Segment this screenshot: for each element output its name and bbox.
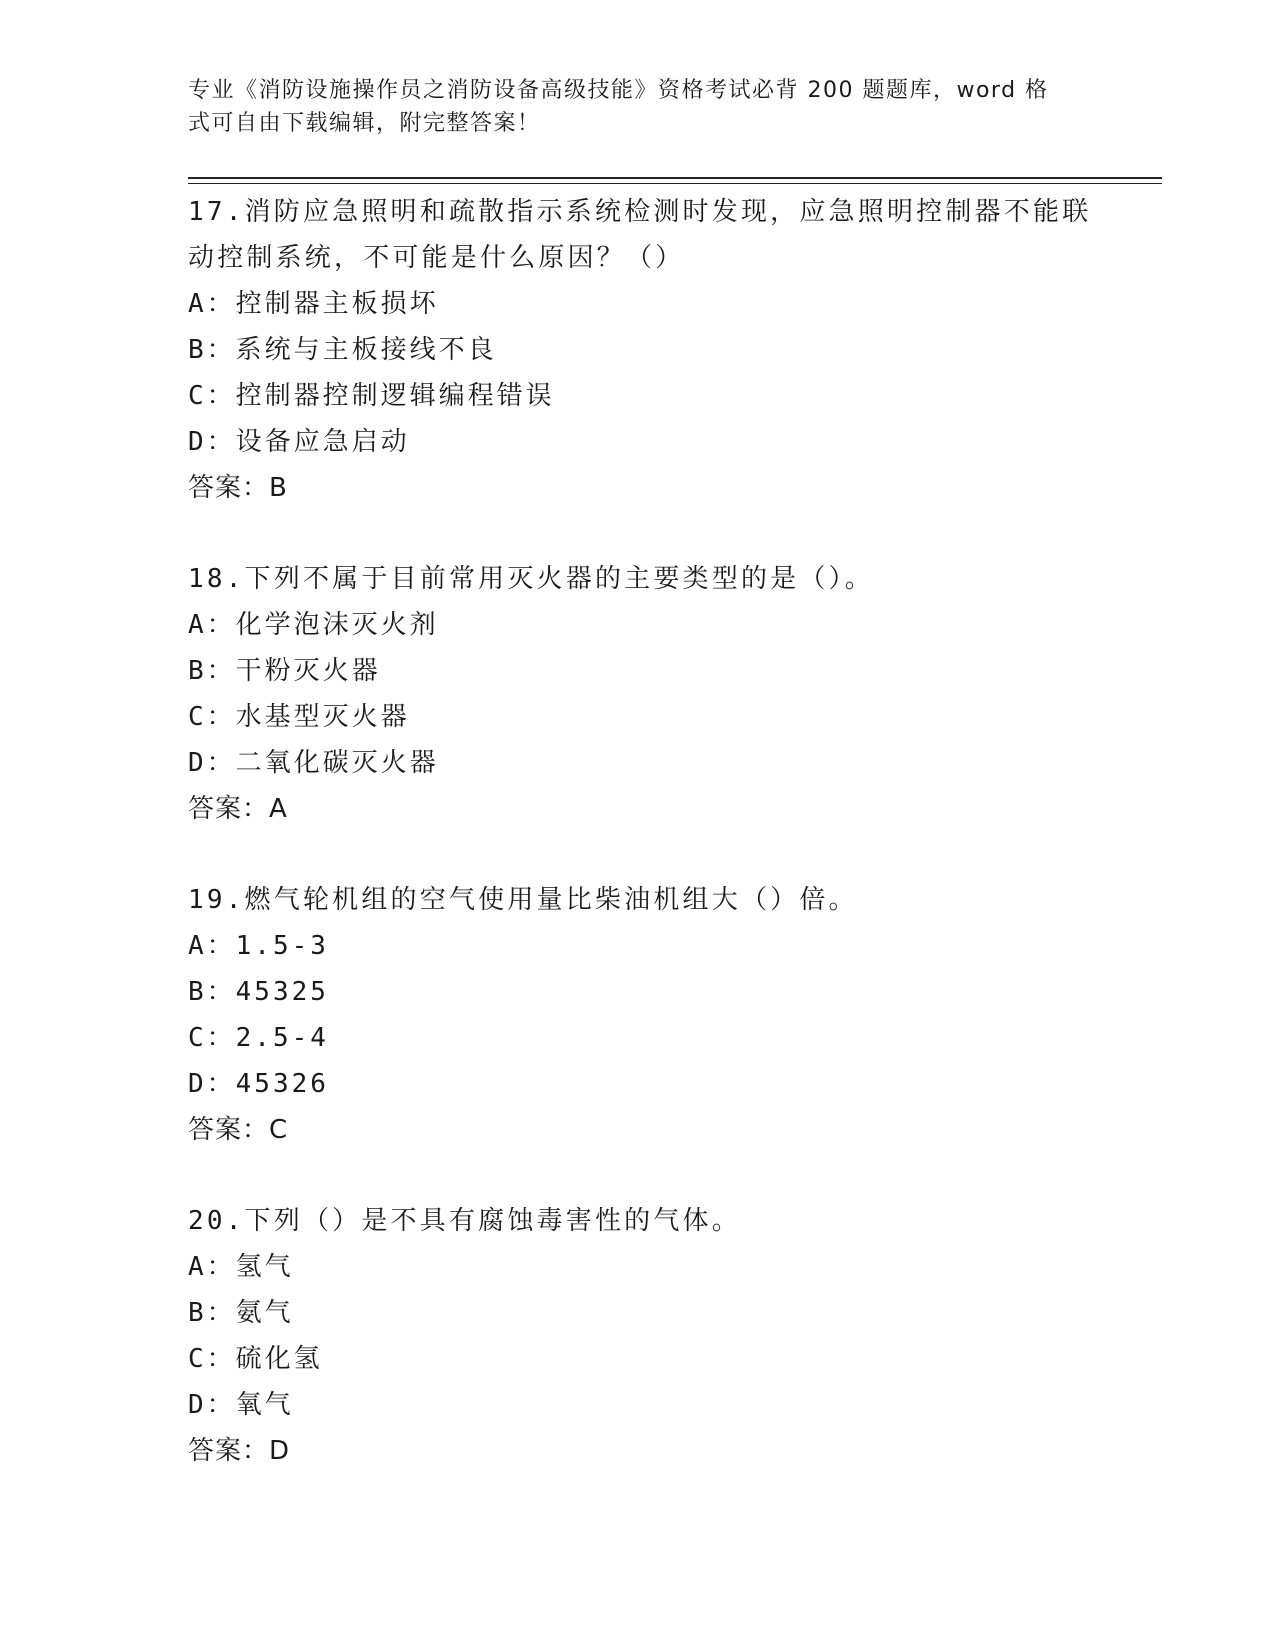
option-d: D：设备应急启动 (188, 427, 410, 457)
question-list (188, 189, 1092, 1474)
option-a: A：控制器主板损坏 (188, 289, 439, 319)
header-divider-thin (188, 183, 1162, 184)
option-c: C：水基型灭火器 (188, 702, 410, 732)
question-17 (188, 189, 1092, 511)
option-b: B：氨气 (188, 1298, 294, 1328)
option-a: A：化学泡沫灭火剂 (188, 610, 439, 640)
header-divider (188, 177, 1162, 179)
option-b: B：系统与主板接线不良 (188, 335, 497, 365)
question-stem: 20.下列（）是不具有腐蚀毒害性的气体。 (188, 1206, 741, 1236)
answer: 答案：D (188, 1436, 291, 1466)
question-stem: 19.燃气轮机组的空气使用量比柴油机组大（）倍。 (188, 885, 858, 915)
question-stem: 18.下列不属于目前常用灭火器的主要类型的是（）。 (188, 564, 874, 594)
option-a: A：1.5-3 (188, 931, 329, 961)
header-line: 专业《消防设施操作员之消防设备高级技能》资格考试必背 200 题题库，word 格 (188, 78, 1049, 103)
answer: 答案：A (188, 794, 288, 824)
question-stem: 17.消防应急照明和疏散指示系统检测时发现，应急照明控制器不能联 (188, 197, 1092, 227)
question-stem: 动控制系统，不可能是什么原因？（） (188, 243, 685, 273)
document-header (188, 74, 1088, 140)
header-line: 式可自由下载编辑，附完整答案！ (188, 111, 541, 136)
option-d: D：二氧化碳灭火器 (188, 748, 439, 778)
option-d: D：45326 (188, 1069, 329, 1099)
option-d: D：氧气 (188, 1390, 294, 1420)
answer: 答案：B (188, 473, 288, 503)
option-c: C：控制器控制逻辑编程错误 (188, 381, 555, 411)
option-b: B：干粉灭火器 (188, 656, 381, 686)
option-a: A：氢气 (188, 1252, 294, 1282)
option-c: C：硫化氢 (188, 1344, 323, 1374)
option-b: B：45325 (188, 977, 329, 1007)
question-20 (188, 1198, 1088, 1474)
answer: 答案：C (188, 1115, 289, 1145)
option-c: C：2.5-4 (188, 1023, 329, 1053)
question-18 (188, 556, 1088, 832)
question-19 (188, 877, 1088, 1153)
